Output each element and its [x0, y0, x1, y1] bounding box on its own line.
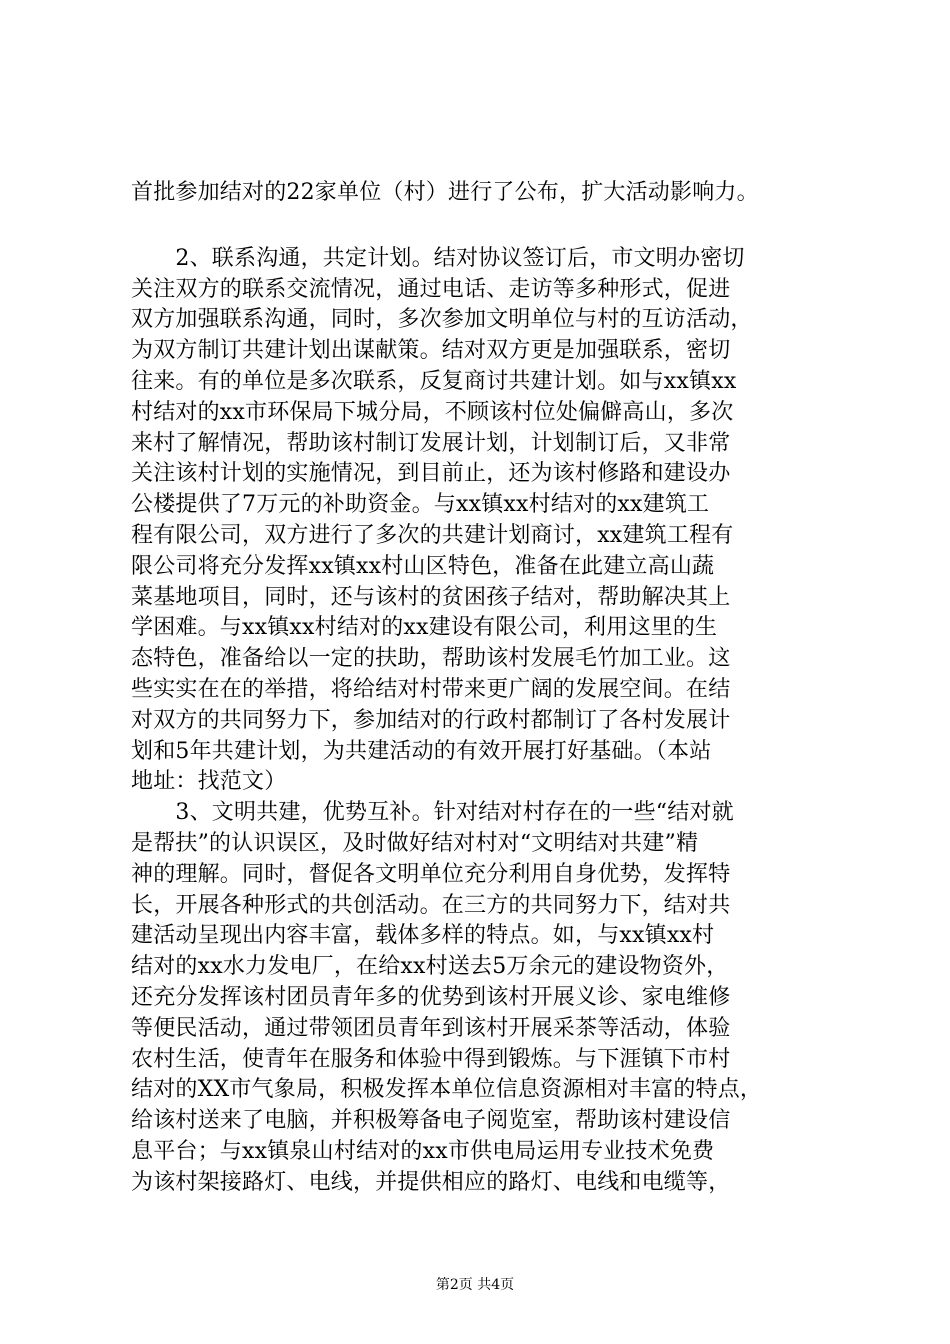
text-line: 关注双方的联系交流情况，通过电话、走访等多种形式，促进 [131, 276, 731, 302]
text-line: 3、文明共建，优势互补。针对结对村存在的一些“结对就 [131, 800, 734, 826]
text-line: 地址：找范文） [131, 769, 287, 795]
text-line: 村结对的xx市环保局下城分局，不顾该村位处偏僻高山，多次 [131, 399, 734, 425]
text-line: 为双方制订共建计划出谋献策。结对双方更是加强联系，密切 [131, 338, 731, 364]
text-line: 往来。有的单位是多次联系，反复商讨共建计划。如与xx镇xx [131, 368, 737, 394]
text-line: 农村生活，使青年在服务和体验中得到锻炼。与下涯镇下市村 [131, 1046, 731, 1072]
paragraph-2 [131, 244, 831, 798]
page-footer [0, 1275, 950, 1295]
text-line: 对双方的共同努力下，参加结对的行政村都制订了各村发展计 [131, 707, 731, 733]
text-line: 学困难。与xx镇xx村结对的xx建设有限公司，利用这里的生 [131, 615, 718, 641]
text-line: 限公司将充分发挥xx镇xx村山区特色，准备在此建立高山蔬 [131, 553, 715, 579]
text-line: 息平台；与xx镇泉山村结对的xx市供电局运用专业技术免费 [131, 1138, 715, 1164]
text-line: 划和5年共建计划，为共建活动的有效开展打好基础。（本站 [131, 738, 712, 764]
text-line: 态特色，准备给以一定的扶助，帮助该村发展毛竹加工业。这 [131, 646, 731, 672]
text-line: 为该村架接路灯、电线，并提供相应的路灯、电线和电缆等， [131, 1169, 731, 1195]
text-line: 公楼提供了7万元的补助资金。与xx镇xx村结对的xx建筑工 [131, 492, 710, 518]
text-line: 首批参加结对的22家单位（村）进行了公布，扩大活动影响力。 [131, 180, 759, 205]
text-line: 菜基地项目，同时，还与该村的贫困孩子结对，帮助解决其上 [131, 584, 731, 610]
text-line: 来村了解情况，帮助该村制订发展计划，计划制订后，又非常 [131, 430, 731, 456]
text-line: 程有限公司，双方进行了多次的共建计划商讨，xx建筑工程有 [131, 522, 734, 548]
text-line: 关注该村计划的实施情况，到目前止，还为该村修路和建设办 [131, 461, 731, 487]
text-line: 结对的XX市气象局，积极发挥本单位信息资源相对丰富的特点， [131, 1077, 763, 1103]
text-line: 些实实在在的举措，将给结对村带来更广阔的发展空间。在结 [131, 676, 731, 702]
text-line: 还充分发挥该村团员青年多的优势到该村开展义诊、家电维修 [131, 984, 731, 1010]
text-line: 双方加强联系沟通，同时，多次参加文明单位与村的互访活动， [131, 307, 753, 333]
text-line: 神的理解。同时，督促各文明单位充分利用自身优势，发挥特 [131, 861, 731, 887]
text-line: 是帮扶”的认识误区，及时做好结对村对“文明结对共建”精 [131, 830, 699, 856]
page-number-label: 第2页 共4页 [435, 1277, 515, 1293]
text-line: 建活动呈现出内容丰富，载体多样的特点。如，与xx镇xx村 [131, 923, 715, 949]
paragraph-gap [131, 209, 831, 244]
text-line: 长，开展各种形式的共创活动。在三方的共同努力下，结对共 [131, 892, 731, 918]
text-line: 2、联系沟通，共定计划。结对协议签订后，市文明办密切 [131, 245, 745, 271]
paragraph-3 [131, 798, 831, 1198]
text-line: 结对的xx水力发电厂，在给xx村送去5万余元的建设物资外， [131, 954, 729, 980]
paragraph-1 [131, 178, 831, 209]
document-body [131, 178, 831, 1199]
text-line: 等便民活动，通过带领团员青年到该村开展采茶等活动，体验 [131, 1015, 731, 1041]
text-line: 给该村送来了电脑，并积极筹备电子阅览室，帮助该村建设信 [131, 1108, 731, 1134]
